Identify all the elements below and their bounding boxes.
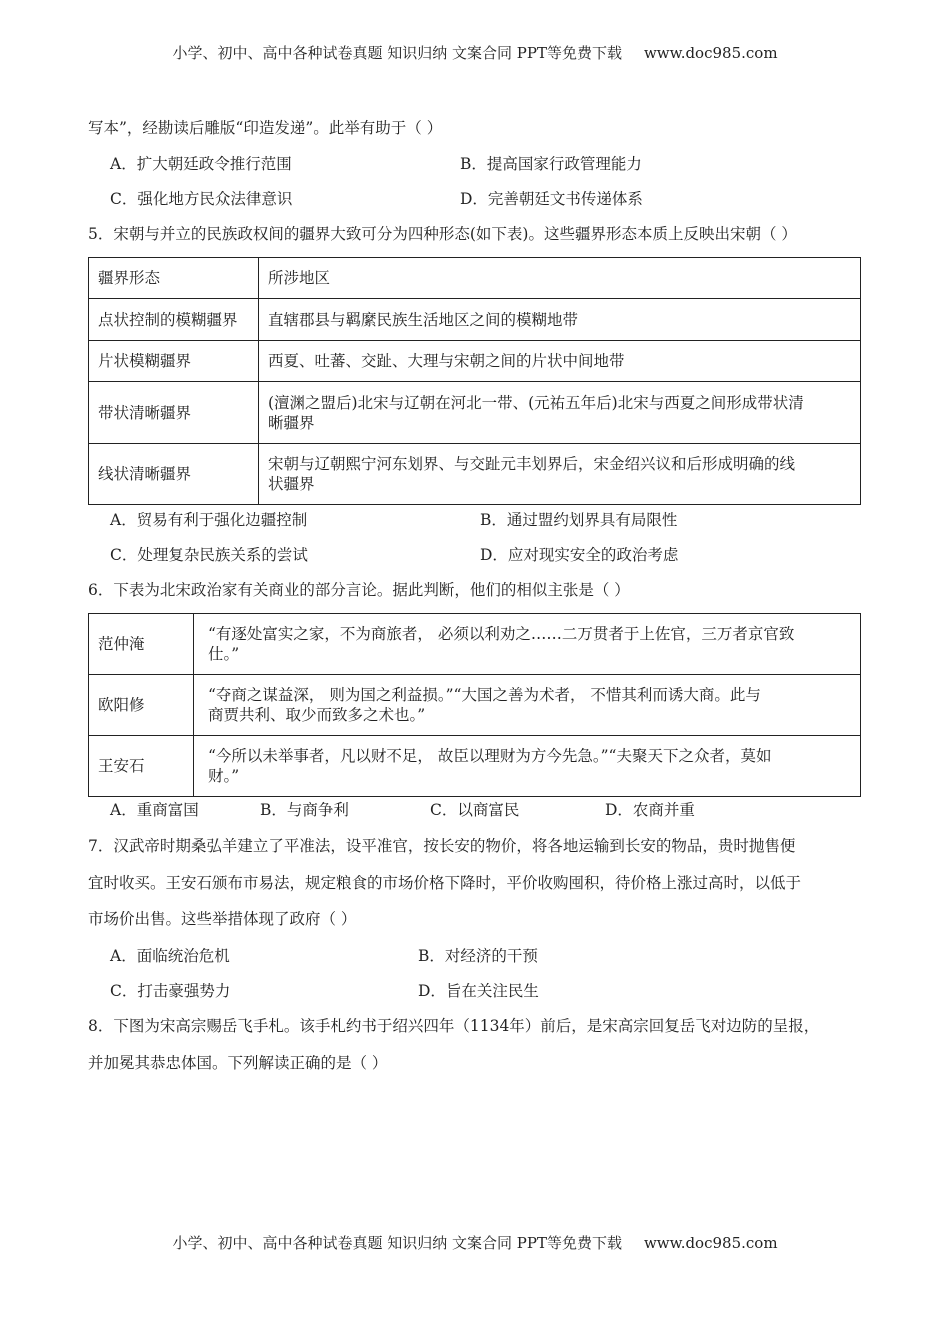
q8-stem-line: 并加冕其恭忠体国。下列解读正确的是（ ） [88,1054,388,1072]
quote-line: 商贾共利、取少而致多之术也。” [208,706,426,724]
q7-option-b[interactable]: B．对经济的干预 [418,947,538,965]
table-header-cell: 疆界形态 [89,258,259,299]
region-line: (澶渊之盟后)北宋与辽朝在河北一带、(元祐五年后)北宋与西夏之间形成带状清 [268,393,804,412]
q4-option-d[interactable]: D．完善朝廷文书传递体系 [460,190,643,208]
q6-option-c[interactable]: C．以商富民 [430,801,520,819]
q5-border-table [88,257,861,505]
region-cell [259,382,861,444]
q7-stem-line: 市场价出售。这些举措体现了政府（ ） [88,910,357,928]
quote-cell [194,736,861,797]
region-line: 西夏、吐蕃、交趾、大理与宋朝之间的片状中间地带 [268,352,625,370]
q4-option-c[interactable]: C．强化地方民众法律意识 [110,190,293,208]
page-header [0,42,950,63]
table-row [89,444,861,505]
border-form-cell: 带状清晰疆界 [89,382,259,444]
border-form-cell: 片状模糊疆界 [89,341,259,382]
table-row [89,736,861,797]
border-form-cell: 点状控制的模糊疆界 [89,299,259,341]
q6-option-d[interactable]: D．农商并重 [605,801,695,819]
quote-line: 仕。” [208,645,240,663]
region-cell [259,444,861,505]
region-line: 直辖郡县与羁縻民族生活地区之间的模糊地带 [268,310,579,329]
table-header-cell: 所涉地区 [259,258,861,299]
region-cell [259,299,861,341]
footer-text: 小学、初中、高中各种试卷真题 知识归纳 文案合同 PPT等免费下载 [172,1234,622,1252]
q6-stem: 6．下表为北宋政治家有关商业的部分言论。据此判断，他们的相似主张是（ ） [88,581,630,599]
table-row [89,299,861,341]
quote-cell [194,614,861,675]
q4-option-b[interactable]: B．提高国家行政管理能力 [460,155,642,173]
q5-option-c[interactable]: C．处理复杂民族关系的尝试 [110,546,308,564]
region-line: 状疆界 [268,475,315,493]
table-row [89,382,861,444]
page-footer [0,1232,950,1253]
q7-option-c[interactable]: C．打击豪强势力 [110,982,231,1000]
table-row [89,675,861,736]
q5-option-d[interactable]: D．应对现实安全的政治考虑 [480,546,679,564]
quote-line: “今所以未举事者，凡以财不足， 故臣以理财为方今先急。”“夫聚天下之众者，莫如 [208,747,772,765]
header-url[interactable]: www.doc985.com [643,44,778,62]
q5-option-b[interactable]: B．通过盟约划界具有局限性 [480,511,678,529]
q7-option-a[interactable]: A．面临统治危机 [110,947,230,965]
q7-stem-line: 7．汉武帝时期桑弘羊建立了平准法，设平准官，按长安的物价，将各地运输到长安的物品，贵时抛售便 [88,837,796,855]
quote-cell [194,675,861,736]
quote-line: “夺商之谋益深， 则为国之利益损。”“大国之善为术者， 不惜其利而诱大商。此与 [208,686,761,704]
table-row [89,614,861,675]
border-form-cell: 线状清晰疆界 [89,444,259,505]
table-row [89,341,861,382]
statesman-name-cell: 范仲淹 [89,614,194,675]
region-line: 晰疆界 [268,413,315,432]
q4-option-a[interactable]: A．扩大朝廷政令推行范围 [110,155,292,173]
q4-stem-continuation: 写本”，经勘读后雕版“印造发递”。此举有助于（ ） [88,119,443,137]
statesman-name-cell: 欧阳修 [89,675,194,736]
q6-option-a[interactable]: A．重商富国 [110,801,199,819]
q6-quotes-table [88,613,861,797]
table-header-row [89,258,861,299]
q5-stem: 5．宋朝与并立的民族政权间的疆界大致可分为四种形态(如下表)。这些疆界形态本质上反映出宋朝（ ） [88,225,797,243]
quote-line: “有逐处富实之家，不为商旅者， 必须以利劝之……二万贯者于上佐官，三万者京官致 [208,625,795,643]
q7-stem-line: 宜时收买。王安石颁布市易法，规定粮食的市场价格下降时，平价收购囤积，待价格上涨过高时，以低于 [88,874,802,892]
statesman-name-cell: 王安石 [89,736,194,797]
q7-option-d[interactable]: D．旨在关注民生 [418,982,539,1000]
region-line: 宋朝与辽朝熙宁河东划界、与交趾元丰划界后，宋金绍兴议和后形成明确的线 [268,455,796,473]
header-text: 小学、初中、高中各种试卷真题 知识归纳 文案合同 PPT等免费下载 [172,44,622,62]
q6-option-b[interactable]: B．与商争利 [260,801,349,819]
q8-stem-line: 8．下图为宋高宗赐岳飞手札。该手札约书于绍兴四年（1134年）前后，是宋高宗回复岳飞对边防的呈报， [88,1017,820,1035]
quote-line: 财。” [208,767,240,785]
q5-option-a[interactable]: A．贸易有利于强化边疆控制 [110,511,308,529]
region-cell [259,341,861,382]
footer-url[interactable]: www.doc985.com [643,1234,778,1252]
